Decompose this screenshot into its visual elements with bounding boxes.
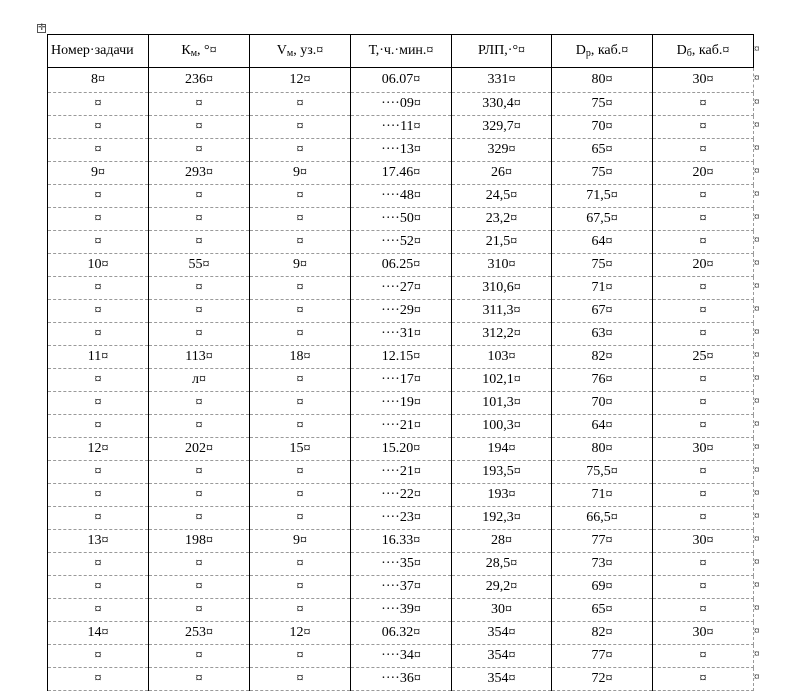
cell-time[interactable]: ····29¤ (351, 300, 452, 323)
end-of-row-mark: ¤ (754, 303, 760, 315)
cell-speed[interactable]: ¤ (250, 553, 351, 576)
header-db-tail: , каб.¤ (691, 43, 730, 58)
cell-dr[interactable]: 82¤ (552, 346, 653, 369)
cell-db[interactable]: ¤ (653, 392, 754, 415)
cell-dr[interactable]: 71,5¤ (552, 185, 653, 208)
cell-task-number[interactable]: ¤ (48, 277, 149, 300)
cell-task-number[interactable]: 8¤ (48, 68, 149, 93)
cell-rlp[interactable]: 354¤ (452, 668, 552, 691)
cell-task-number[interactable]: ¤ (48, 645, 149, 668)
header-speed-main: V (276, 43, 287, 58)
cell-time[interactable]: 06.25¤ (351, 254, 452, 277)
end-of-row-mark: ¤ (754, 602, 760, 614)
cell-db[interactable]: ¤ (653, 323, 754, 346)
header-rlp (452, 35, 552, 68)
header-course-tail: , °¤ (197, 43, 217, 58)
cell-rlp[interactable]: 26¤ (452, 162, 552, 185)
end-of-row-mark: ¤ (754, 188, 760, 200)
cell-dr[interactable]: 80¤ (552, 68, 653, 93)
table-move-handle[interactable] (37, 24, 46, 33)
cell-dr[interactable]: 69¤ (552, 576, 653, 599)
cell-course[interactable]: ¤ (149, 231, 250, 254)
cell-task-number[interactable]: ¤ (48, 507, 149, 530)
cell-rlp[interactable]: 192,3¤ (452, 507, 552, 530)
end-of-row-mark: ¤ (754, 579, 760, 591)
cell-time[interactable]: 06.32¤ (351, 622, 452, 645)
cell-course[interactable]: ¤ (149, 277, 250, 300)
cell-speed[interactable]: 15¤ (250, 438, 351, 461)
end-of-row-mark: ¤ (754, 96, 760, 108)
cell-course[interactable]: ¤ (149, 645, 250, 668)
cell-time[interactable]: ····09¤ (351, 93, 452, 116)
end-of-row-mark: ¤ (754, 648, 760, 660)
end-of-row-mark: ¤ (754, 257, 760, 269)
cell-task-number[interactable]: ¤ (48, 300, 149, 323)
cell-rlp[interactable]: 28¤ (452, 530, 552, 553)
cell-course[interactable]: ¤ (149, 185, 250, 208)
end-of-row-mark: ¤ (754, 349, 760, 361)
cell-course[interactable]: ¤ (149, 93, 250, 116)
cell-course[interactable]: 202¤ (149, 438, 250, 461)
cell-dr[interactable]: 73¤ (552, 553, 653, 576)
header-db (653, 35, 754, 68)
cell-rlp[interactable]: 331¤ (452, 68, 552, 93)
table-header (48, 35, 754, 68)
cell-time[interactable]: ····22¤ (351, 484, 452, 507)
header-course (149, 35, 250, 68)
table-row (48, 300, 754, 323)
header-dr-tail: , каб.¤ (590, 43, 629, 58)
cell-db[interactable]: 25¤ (653, 346, 754, 369)
cell-task-number[interactable]: ¤ (48, 208, 149, 231)
cell-task-number[interactable]: ¤ (48, 599, 149, 622)
cell-rlp[interactable]: 330,4¤ (452, 93, 552, 116)
cell-time[interactable]: ····35¤ (351, 553, 452, 576)
cell-task-number[interactable]: ¤ (48, 139, 149, 162)
cell-db[interactable]: ¤ (653, 277, 754, 300)
cell-rlp[interactable]: 329¤ (452, 139, 552, 162)
table-row (48, 208, 754, 231)
cell-db[interactable]: ¤ (653, 185, 754, 208)
cell-task-number[interactable]: ¤ (48, 323, 149, 346)
cell-task-number[interactable]: ¤ (48, 668, 149, 691)
cell-speed[interactable]: ¤ (250, 484, 351, 507)
header-dr (552, 35, 653, 68)
header-course-sub: м (190, 48, 198, 59)
end-of-row-mark: ¤ (754, 441, 760, 453)
end-of-row-mark: ¤ (754, 165, 760, 177)
cell-course[interactable]: ¤ (149, 415, 250, 438)
move-cross-icon: ✛ (38, 23, 46, 33)
table-row (48, 139, 754, 162)
cell-dr[interactable]: 66,5¤ (552, 507, 653, 530)
table-row (48, 507, 754, 530)
table-row (48, 645, 754, 668)
end-of-row-mark: ¤ (754, 280, 760, 292)
cell-dr[interactable]: 67,5¤ (552, 208, 653, 231)
cell-time[interactable]: ····48¤ (351, 185, 452, 208)
cell-db[interactable]: ¤ (653, 461, 754, 484)
end-of-row-mark: ¤ (754, 142, 760, 154)
cell-rlp[interactable]: 354¤ (452, 622, 552, 645)
cell-dr[interactable]: 63¤ (552, 323, 653, 346)
cell-course[interactable]: ¤ (149, 139, 250, 162)
table-row (48, 415, 754, 438)
table-row (48, 576, 754, 599)
cell-db[interactable]: ¤ (653, 645, 754, 668)
cell-db[interactable]: ¤ (653, 484, 754, 507)
cell-speed[interactable]: 9¤ (250, 162, 351, 185)
cell-db[interactable]: 30¤ (653, 68, 754, 93)
cell-dr[interactable]: 71¤ (552, 484, 653, 507)
cell-task-number[interactable]: ¤ (48, 484, 149, 507)
cell-speed[interactable]: 12¤ (250, 68, 351, 93)
cell-db[interactable]: 20¤ (653, 254, 754, 277)
header-dr-main: D (575, 43, 586, 58)
cell-task-number[interactable]: 11¤ (48, 346, 149, 369)
end-of-row-mark: ¤ (754, 211, 760, 223)
end-of-row-mark: ¤ (754, 671, 760, 683)
cell-rlp[interactable]: 28,5¤ (452, 553, 552, 576)
cell-time[interactable]: ····21¤ (351, 461, 452, 484)
cell-dr[interactable]: 75¤ (552, 254, 653, 277)
table-row (48, 162, 754, 185)
header-speed-tail: , уз.¤ (293, 43, 324, 58)
cell-speed[interactable]: ¤ (250, 645, 351, 668)
cell-db[interactable]: ¤ (653, 139, 754, 162)
cell-time[interactable]: ····17¤ (351, 369, 452, 392)
cell-dr[interactable]: 75¤ (552, 93, 653, 116)
table-row (48, 185, 754, 208)
cell-speed[interactable]: 12¤ (250, 622, 351, 645)
cell-dr[interactable]: 75,5¤ (552, 461, 653, 484)
cell-course[interactable]: л¤ (149, 369, 250, 392)
cell-db[interactable]: ¤ (653, 415, 754, 438)
cell-task-number[interactable]: 9¤ (48, 162, 149, 185)
end-of-row-mark: ¤ (754, 119, 760, 131)
cell-rlp[interactable]: 24,5¤ (452, 185, 552, 208)
cell-time[interactable]: ····21¤ (351, 415, 452, 438)
table-row (48, 668, 754, 691)
cell-time[interactable]: 16.33¤ (351, 530, 452, 553)
cell-course[interactable]: ¤ (149, 599, 250, 622)
cell-course[interactable]: ¤ (149, 461, 250, 484)
end-of-row-mark: ¤ (754, 556, 760, 568)
data-table (47, 34, 754, 691)
end-of-row-mark: ¤ (754, 234, 760, 246)
header-time (351, 35, 452, 68)
table-row (48, 461, 754, 484)
cell-db[interactable]: ¤ (653, 231, 754, 254)
cell-dr[interactable]: 65¤ (552, 599, 653, 622)
cell-speed[interactable]: ¤ (250, 208, 351, 231)
cell-dr[interactable]: 70¤ (552, 392, 653, 415)
table-row (48, 93, 754, 116)
cell-time[interactable]: 12.15¤ (351, 346, 452, 369)
header-db-main: D (676, 43, 687, 58)
cell-speed[interactable]: ¤ (250, 415, 351, 438)
cell-course[interactable]: 198¤ (149, 530, 250, 553)
cell-course[interactable]: ¤ (149, 668, 250, 691)
cell-db[interactable]: ¤ (653, 599, 754, 622)
cell-rlp[interactable]: 21,5¤ (452, 231, 552, 254)
cell-rlp[interactable]: 193¤ (452, 484, 552, 507)
cell-rlp[interactable]: 103¤ (452, 346, 552, 369)
cell-task-number[interactable]: ¤ (48, 576, 149, 599)
cell-course[interactable]: ¤ (149, 507, 250, 530)
cell-course[interactable]: ¤ (149, 300, 250, 323)
cell-course[interactable]: ¤ (149, 208, 250, 231)
cell-task-number[interactable]: ¤ (48, 231, 149, 254)
cell-rlp[interactable]: 310,6¤ (452, 277, 552, 300)
cell-speed[interactable]: ¤ (250, 392, 351, 415)
cell-speed[interactable]: ¤ (250, 369, 351, 392)
cell-task-number[interactable]: ¤ (48, 116, 149, 139)
cell-time[interactable]: ····36¤ (351, 668, 452, 691)
cell-rlp[interactable]: 29,2¤ (452, 576, 552, 599)
cell-speed[interactable]: ¤ (250, 93, 351, 116)
table-body (48, 68, 754, 691)
cell-dr[interactable]: 71¤ (552, 277, 653, 300)
cell-rlp[interactable]: 102,1¤ (452, 369, 552, 392)
end-of-row-mark: ¤ (754, 395, 760, 407)
cell-time[interactable]: ····27¤ (351, 277, 452, 300)
table-row (48, 530, 754, 553)
cell-db[interactable]: ¤ (653, 369, 754, 392)
end-of-row-mark: ¤ (754, 372, 760, 384)
table-row (48, 369, 754, 392)
cell-db[interactable]: 30¤ (653, 438, 754, 461)
cell-task-number[interactable]: ¤ (48, 369, 149, 392)
cell-rlp[interactable]: 100,3¤ (452, 415, 552, 438)
cell-dr[interactable]: 76¤ (552, 369, 653, 392)
header-dr-sub: р (585, 48, 591, 59)
cell-course[interactable]: 236¤ (149, 68, 250, 93)
cell-rlp[interactable]: 193,5¤ (452, 461, 552, 484)
cell-time[interactable]: ····39¤ (351, 599, 452, 622)
cell-task-number[interactable]: 10¤ (48, 254, 149, 277)
cell-task-number[interactable]: ¤ (48, 185, 149, 208)
cell-task-number[interactable]: ¤ (48, 461, 149, 484)
cell-time[interactable]: ····34¤ (351, 645, 452, 668)
cell-time[interactable]: ····31¤ (351, 323, 452, 346)
table-row (48, 599, 754, 622)
cell-speed[interactable]: ¤ (250, 231, 351, 254)
cell-dr[interactable]: 77¤ (552, 530, 653, 553)
cell-rlp[interactable]: 354¤ (452, 645, 552, 668)
cell-dr[interactable]: 64¤ (552, 415, 653, 438)
cell-time[interactable]: ····37¤ (351, 576, 452, 599)
cell-dr[interactable]: 75¤ (552, 162, 653, 185)
cell-speed[interactable]: 9¤ (250, 530, 351, 553)
cell-rlp[interactable]: 23,2¤ (452, 208, 552, 231)
cell-task-number[interactable]: ¤ (48, 553, 149, 576)
cell-rlp[interactable]: 194¤ (452, 438, 552, 461)
cell-db[interactable]: ¤ (653, 553, 754, 576)
end-of-row-mark: ¤ (754, 43, 760, 55)
cell-db[interactable]: 30¤ (653, 622, 754, 645)
cell-course[interactable]: ¤ (149, 323, 250, 346)
cell-task-number[interactable]: ¤ (48, 415, 149, 438)
cell-rlp[interactable]: 311,3¤ (452, 300, 552, 323)
header-course-main: К (181, 43, 191, 58)
cell-db[interactable]: ¤ (653, 93, 754, 116)
cell-time[interactable]: 15.20¤ (351, 438, 452, 461)
cell-speed[interactable]: ¤ (250, 507, 351, 530)
cell-speed[interactable]: 9¤ (250, 254, 351, 277)
cell-course[interactable]: ¤ (149, 392, 250, 415)
cell-speed[interactable]: ¤ (250, 185, 351, 208)
cell-task-number[interactable]: 12¤ (48, 438, 149, 461)
cell-time[interactable]: 06.07¤ (351, 68, 452, 93)
cell-course[interactable]: ¤ (149, 484, 250, 507)
cell-db[interactable]: ¤ (653, 507, 754, 530)
cell-db[interactable]: 20¤ (653, 162, 754, 185)
cell-dr[interactable]: 70¤ (552, 116, 653, 139)
end-of-row-mark: ¤ (754, 72, 760, 84)
cell-task-number[interactable]: ¤ (48, 392, 149, 415)
cell-time[interactable]: ····50¤ (351, 208, 452, 231)
end-of-row-mark: ¤ (754, 510, 760, 522)
cell-dr[interactable]: 82¤ (552, 622, 653, 645)
cell-rlp[interactable]: 101,3¤ (452, 392, 552, 415)
cell-db[interactable]: 30¤ (653, 530, 754, 553)
end-of-row-mark: ¤ (754, 533, 760, 545)
cell-rlp[interactable]: 310¤ (452, 254, 552, 277)
header-db-sub: б (686, 48, 692, 59)
cell-task-number[interactable]: 14¤ (48, 622, 149, 645)
cell-speed[interactable]: ¤ (250, 139, 351, 162)
cell-course[interactable]: 293¤ (149, 162, 250, 185)
cell-speed[interactable]: ¤ (250, 277, 351, 300)
cell-course[interactable]: 55¤ (149, 254, 250, 277)
header-time-label: Т,·ч.·мин.¤ (368, 43, 434, 58)
header-speed (250, 35, 351, 68)
table-row (48, 254, 754, 277)
table-row (48, 68, 754, 93)
header-speed-sub: м (286, 48, 294, 59)
table-row (48, 392, 754, 415)
cell-time[interactable]: 17.46¤ (351, 162, 452, 185)
cell-task-number[interactable]: ¤ (48, 93, 149, 116)
cell-db[interactable]: ¤ (653, 300, 754, 323)
table-row (48, 323, 754, 346)
cell-speed[interactable]: ¤ (250, 300, 351, 323)
cell-rlp[interactable]: 312,2¤ (452, 323, 552, 346)
table-row (48, 484, 754, 507)
cell-dr[interactable]: 64¤ (552, 231, 653, 254)
cell-course[interactable]: ¤ (149, 116, 250, 139)
cell-dr[interactable]: 65¤ (552, 139, 653, 162)
cell-dr[interactable]: 67¤ (552, 300, 653, 323)
cell-dr[interactable]: 77¤ (552, 645, 653, 668)
cell-db[interactable]: ¤ (653, 576, 754, 599)
cell-time[interactable]: ····23¤ (351, 507, 452, 530)
table-row (48, 438, 754, 461)
cell-time[interactable]: ····19¤ (351, 392, 452, 415)
cell-speed[interactable]: ¤ (250, 323, 351, 346)
cell-speed[interactable]: ¤ (250, 576, 351, 599)
cell-db[interactable]: ¤ (653, 208, 754, 231)
end-of-row-mark: ¤ (754, 487, 760, 499)
table-row (48, 346, 754, 369)
cell-time[interactable]: ····11¤ (351, 116, 452, 139)
cell-speed[interactable]: ¤ (250, 461, 351, 484)
table-row (48, 116, 754, 139)
cell-speed[interactable]: ¤ (250, 599, 351, 622)
cell-dr[interactable]: 72¤ (552, 668, 653, 691)
end-of-row-mark: ¤ (754, 326, 760, 338)
header-task-number-label: Номер·задачи (51, 43, 134, 58)
cell-course[interactable]: ¤ (149, 576, 250, 599)
header-task-number (48, 35, 149, 68)
cell-time[interactable]: ····13¤ (351, 139, 452, 162)
header-rlp-label: РЛП,·°¤ (477, 43, 526, 58)
cell-course[interactable]: 253¤ (149, 622, 250, 645)
cell-time[interactable]: ····52¤ (351, 231, 452, 254)
cell-rlp[interactable]: 329,7¤ (452, 116, 552, 139)
table-row (48, 277, 754, 300)
cell-db[interactable]: ¤ (653, 116, 754, 139)
cell-course[interactable]: ¤ (149, 553, 250, 576)
end-of-row-mark: ¤ (754, 418, 760, 430)
cell-speed[interactable]: 18¤ (250, 346, 351, 369)
cell-dr[interactable]: 80¤ (552, 438, 653, 461)
end-of-row-mark: ¤ (754, 464, 760, 476)
cell-task-number[interactable]: 13¤ (48, 530, 149, 553)
table-row (48, 622, 754, 645)
cell-speed[interactable]: ¤ (250, 116, 351, 139)
table-row (48, 231, 754, 254)
cell-course[interactable]: 113¤ (149, 346, 250, 369)
cell-speed[interactable]: ¤ (250, 668, 351, 691)
end-of-row-mark: ¤ (754, 625, 760, 637)
table-row (48, 553, 754, 576)
header-row (48, 35, 754, 68)
cell-rlp[interactable]: 30¤ (452, 599, 552, 622)
cell-db[interactable]: ¤ (653, 668, 754, 691)
